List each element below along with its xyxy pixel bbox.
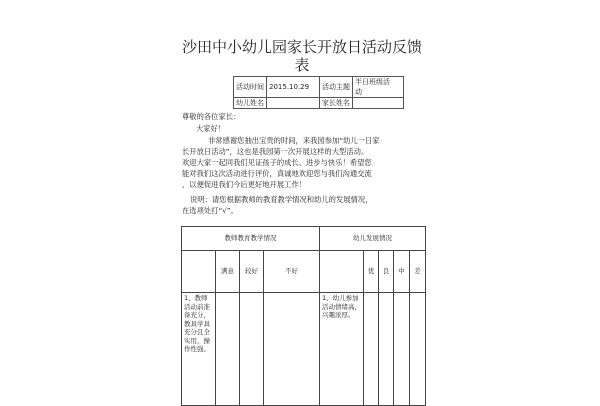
child-name-label: 幼儿姓名 — [234, 98, 267, 109]
child-item-1-excellent-checkbox[interactable] — [364, 293, 379, 406]
teacher-item-1-good-checkbox[interactable] — [240, 293, 264, 406]
letter-note-line-1: 说明：请您根据教师的教育教学情况和幼儿的发展情况， — [190, 195, 373, 204]
level-poor: 不好 — [264, 251, 320, 293]
level-fine: 良 — [379, 251, 394, 293]
level-average: 中 — [394, 251, 410, 293]
parent-name-value — [353, 98, 404, 109]
title-line-2: 表 — [294, 56, 310, 74]
activity-time-label: 活动时间 — [234, 77, 267, 98]
activity-theme-value-line-1: 半日班级活 — [355, 78, 390, 86]
child-section-header: 幼儿发展情况 — [320, 227, 426, 251]
teacher-item-1-poor-checkbox[interactable] — [264, 293, 320, 406]
teacher-item-1-satisfied-checkbox[interactable] — [216, 293, 240, 406]
document-title — [174, 38, 430, 74]
activity-theme-label: 活动主题 — [320, 77, 353, 98]
teacher-section-header: 教师教育教学情况 — [182, 227, 320, 251]
child-item-1-average-checkbox[interactable] — [394, 293, 410, 406]
teacher-item-1: 1、教师活动前准备充分，教具学具充分且全实用，操作性强。 — [182, 293, 216, 406]
level-good: 较好 — [240, 251, 264, 293]
activity-info-table — [233, 76, 404, 109]
teacher-item-header — [182, 251, 216, 293]
level-bad: 差 — [410, 251, 426, 293]
feedback-table — [181, 226, 426, 406]
letter-body-line-2: 长开放日活动”，这也是我园第一次开展这样的大型活动。 — [182, 147, 369, 156]
child-item-1-fine-checkbox[interactable] — [379, 293, 394, 406]
activity-time-value: 2015.10.29 — [267, 77, 320, 98]
parent-name-label: 家长姓名 — [320, 98, 353, 109]
letter-note-line-2: 在选项处打“√”。 — [182, 206, 238, 215]
level-excellent: 优 — [364, 251, 379, 293]
activity-theme-value — [353, 77, 404, 98]
child-name-value — [267, 98, 320, 109]
letter-body-line-4: 能对我们这次活动进行评价，真诚地欢迎您与我们沟通交流 — [182, 169, 372, 178]
activity-theme-value-line-2: 动 — [355, 88, 362, 96]
letter-body-line-1: 非常感谢您抽出宝贵的时间，来我园参加“幼儿一日家 — [208, 136, 380, 145]
letter-body-line-3: 欢迎大家一起同我们见证孩子的成长、进步与快乐！希望您 — [182, 158, 372, 167]
letter-hello: 大家好！ — [196, 124, 226, 133]
child-item-1: 1、幼儿参加活动情绪高，兴趣浓厚。 — [320, 293, 364, 406]
letter-greeting: 尊敬的各位家长： — [182, 112, 241, 121]
child-item-header — [320, 251, 364, 293]
child-item-1-bad-checkbox[interactable] — [410, 293, 426, 406]
level-satisfied: 满意 — [216, 251, 240, 293]
title-line-1: 沙田中小幼儿园家长开放日活动反馈 — [181, 38, 422, 56]
document-page — [174, 30, 430, 400]
letter-body-line-5: ，以便促进我们今后更好地开展工作！ — [182, 180, 307, 189]
